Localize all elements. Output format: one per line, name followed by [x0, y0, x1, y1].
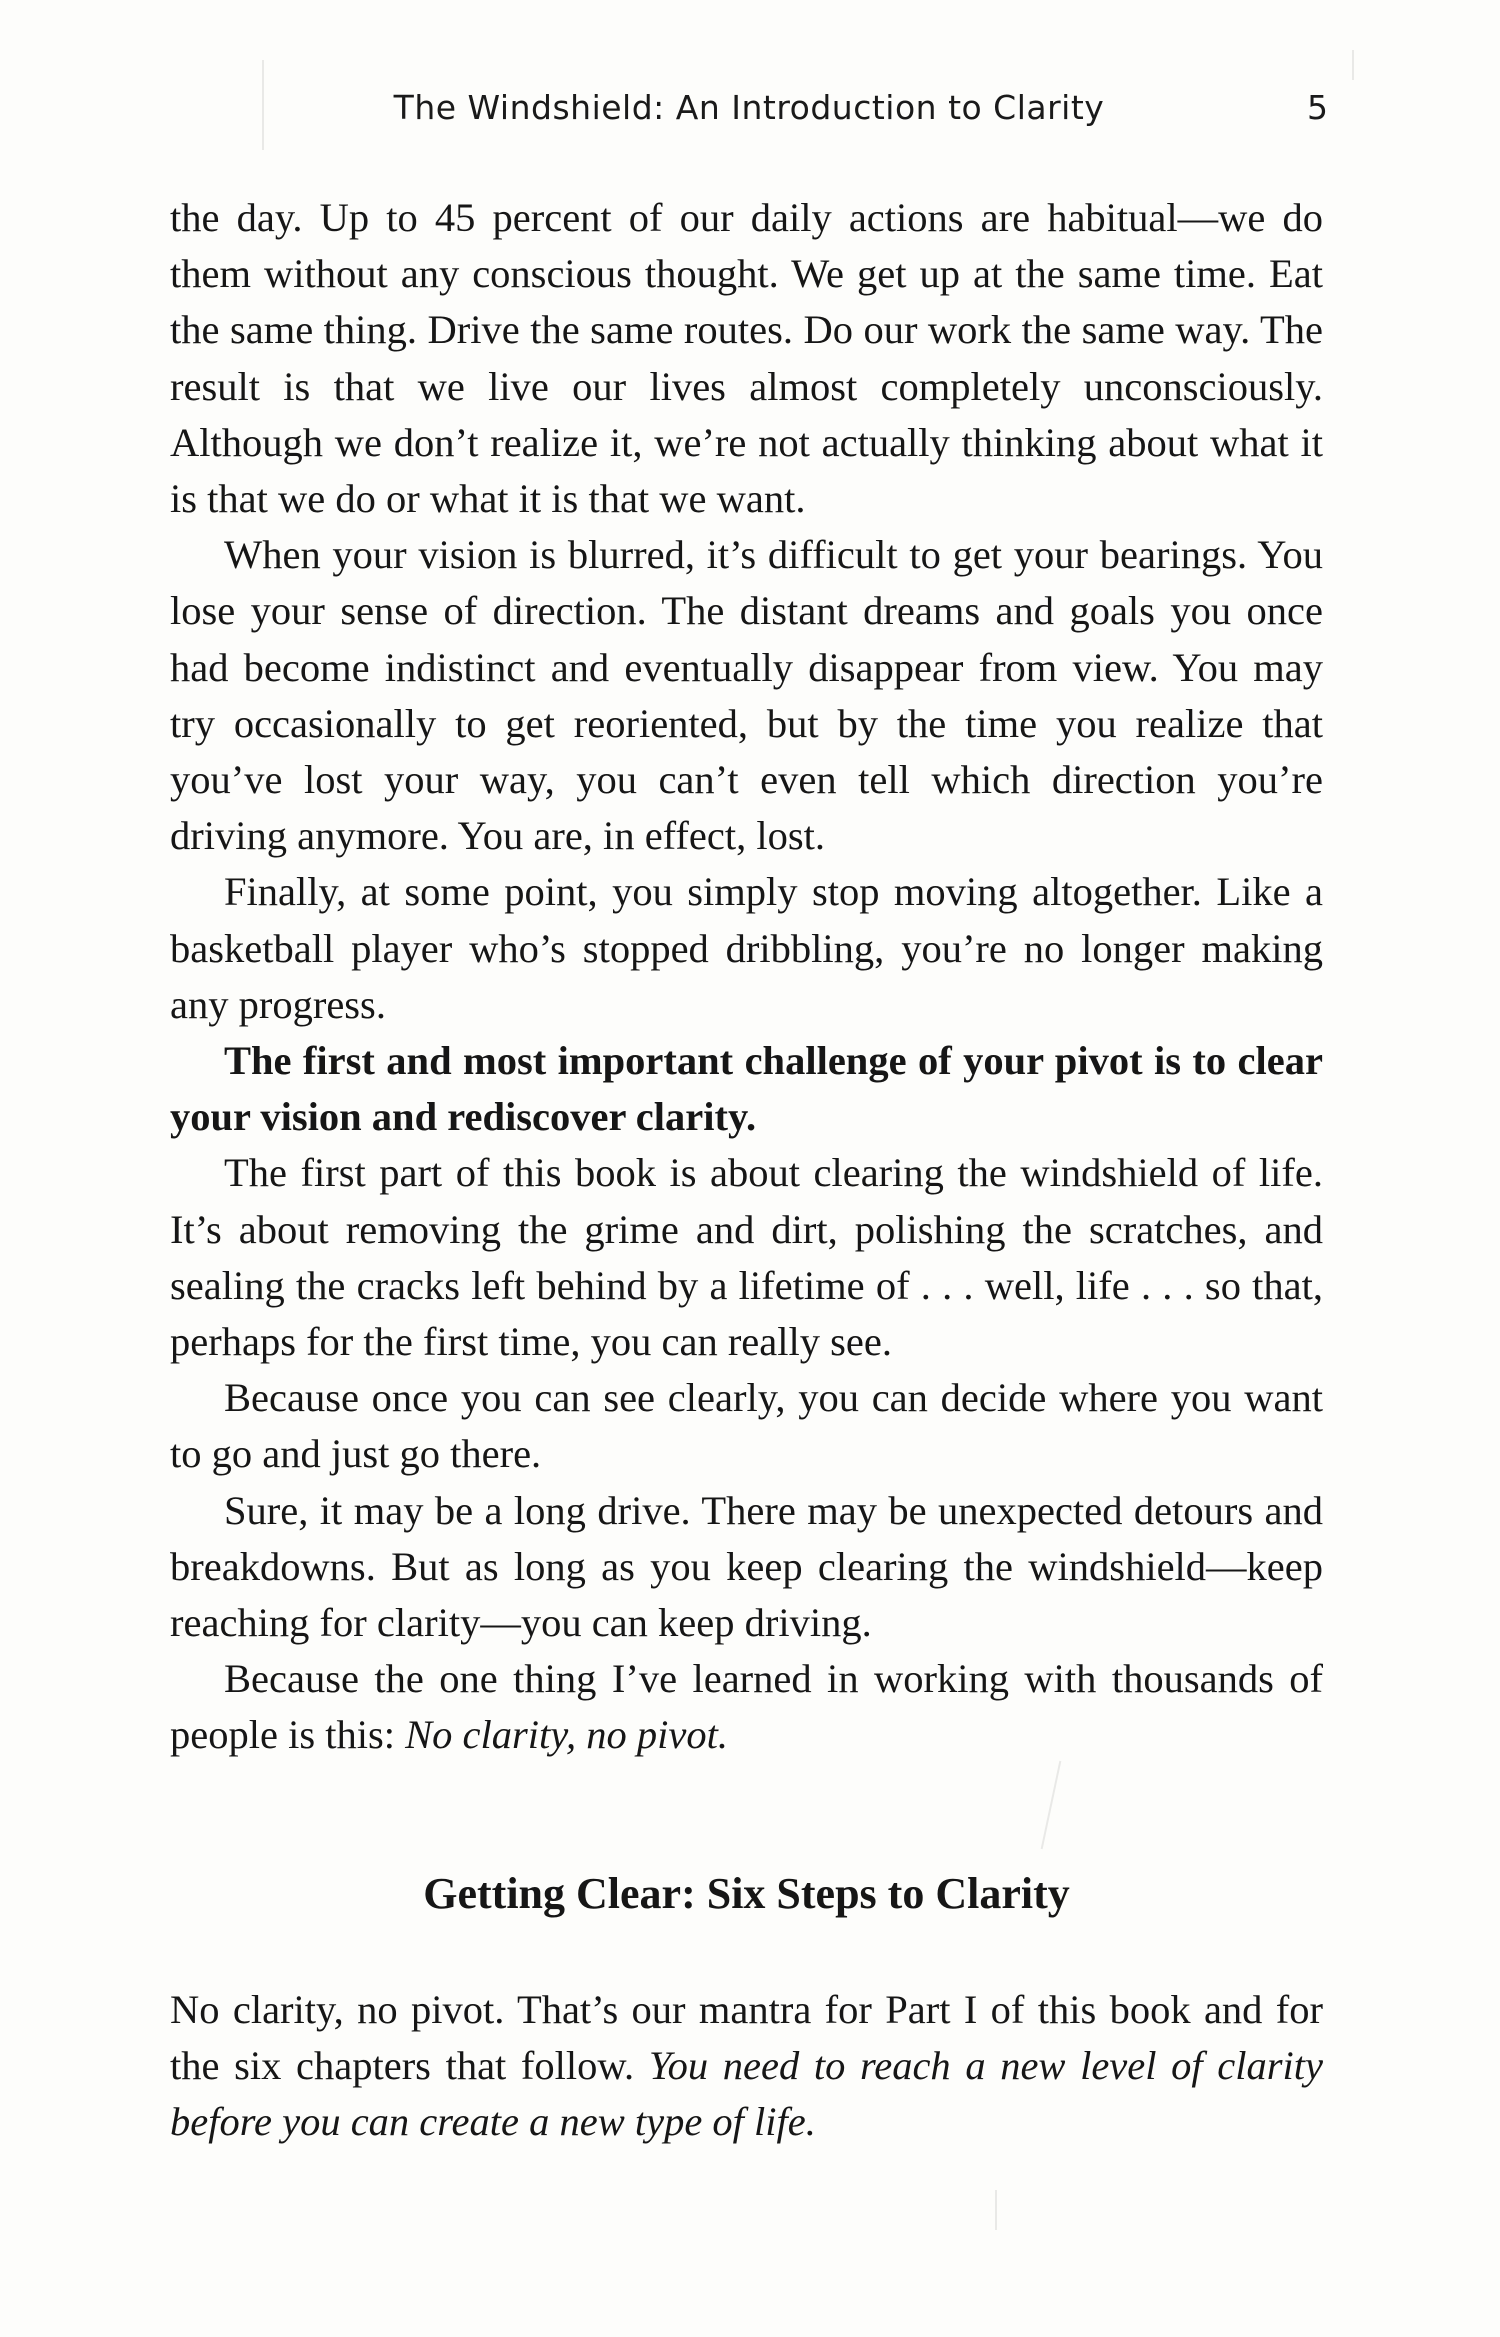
scan-artifact	[262, 60, 264, 150]
running-title: The Windshield: An Introduction to Clarity	[393, 88, 1105, 127]
scan-artifact	[1352, 50, 1354, 80]
paragraph-no-clarity-emphasis: No clarity, no pivot.	[405, 1712, 728, 1758]
section-body	[170, 1982, 1323, 2151]
paragraph-clearing-windshield: The first part of this book is about clearing the windshield of life. It’s about removing the grime and dirt, polishing the scratches, and sealing the cracks left behind by a lifetime of . . . well, life . . . so that, perhaps for the first time, you can really see.	[170, 1150, 1323, 1365]
scan-artifact	[995, 2190, 997, 2230]
paragraph-first-challenge: The first and most important challenge of your pivot is to clear your vision and rediscover clarity.	[170, 1038, 1323, 1140]
paragraph-no-clarity	[170, 1651, 1323, 1763]
paragraph-no-clarity-text: Because the one thing I’ve learned in working with thousands of people is this:	[170, 1656, 1323, 1758]
paragraph-blurred-vision: When your vision is blurred, it’s difficult to get your bearings. You lose your sense of direction. The distant dreams and goals you once had become indistinct and eventually disappear from view. You may try occasionally to get reoriented, but by the time you realize that you’ve lost your way, you can’t even tell which direction you’re driving anymore. You are, in effect, lost.	[170, 532, 1323, 859]
paragraph-habits: the day. Up to 45 percent of our daily actions are habitual—we do them without any conscious thought. We get up at the same time. Eat the same thing. Drive the same routes. Do our work the same way. The result is that we live our lives almost completely unconsciously. Although we don’t realize it, we’re not actually thinking about what it is that we do or what it is that we want.	[170, 195, 1323, 522]
paragraph-see-clearly: Because once you can see clearly, you can decide where you want to go and just go there.	[170, 1375, 1323, 1477]
body-text	[170, 190, 1323, 1764]
section-paragraph-text: No clarity, no pivot. That’s our mantra for Part I of this book and for the six chapters that follow.	[170, 1987, 1323, 2089]
scan-artifact	[1041, 1761, 1062, 1849]
section-paragraph-emphasis: You need to reach a new level of clarity before you can create a new type of life.	[170, 2043, 1323, 2145]
section-paragraph	[170, 1982, 1323, 2151]
paragraph-stop-moving: Finally, at some point, you simply stop moving altogether. Like a basketball player who’s stopped dribbling, you’re no longer making any progress.	[170, 869, 1323, 1027]
page-header	[170, 88, 1328, 138]
page-number: 5	[1307, 88, 1328, 127]
paragraph-long-drive: Sure, it may be a long drive. There may be unexpected detours and breakdowns. But as long as you keep clearing the windshield—keep reaching for clarity—you can keep driving.	[170, 1487, 1323, 1646]
section-heading: Getting Clear: Six Steps to Clarity	[423, 1869, 1070, 1918]
